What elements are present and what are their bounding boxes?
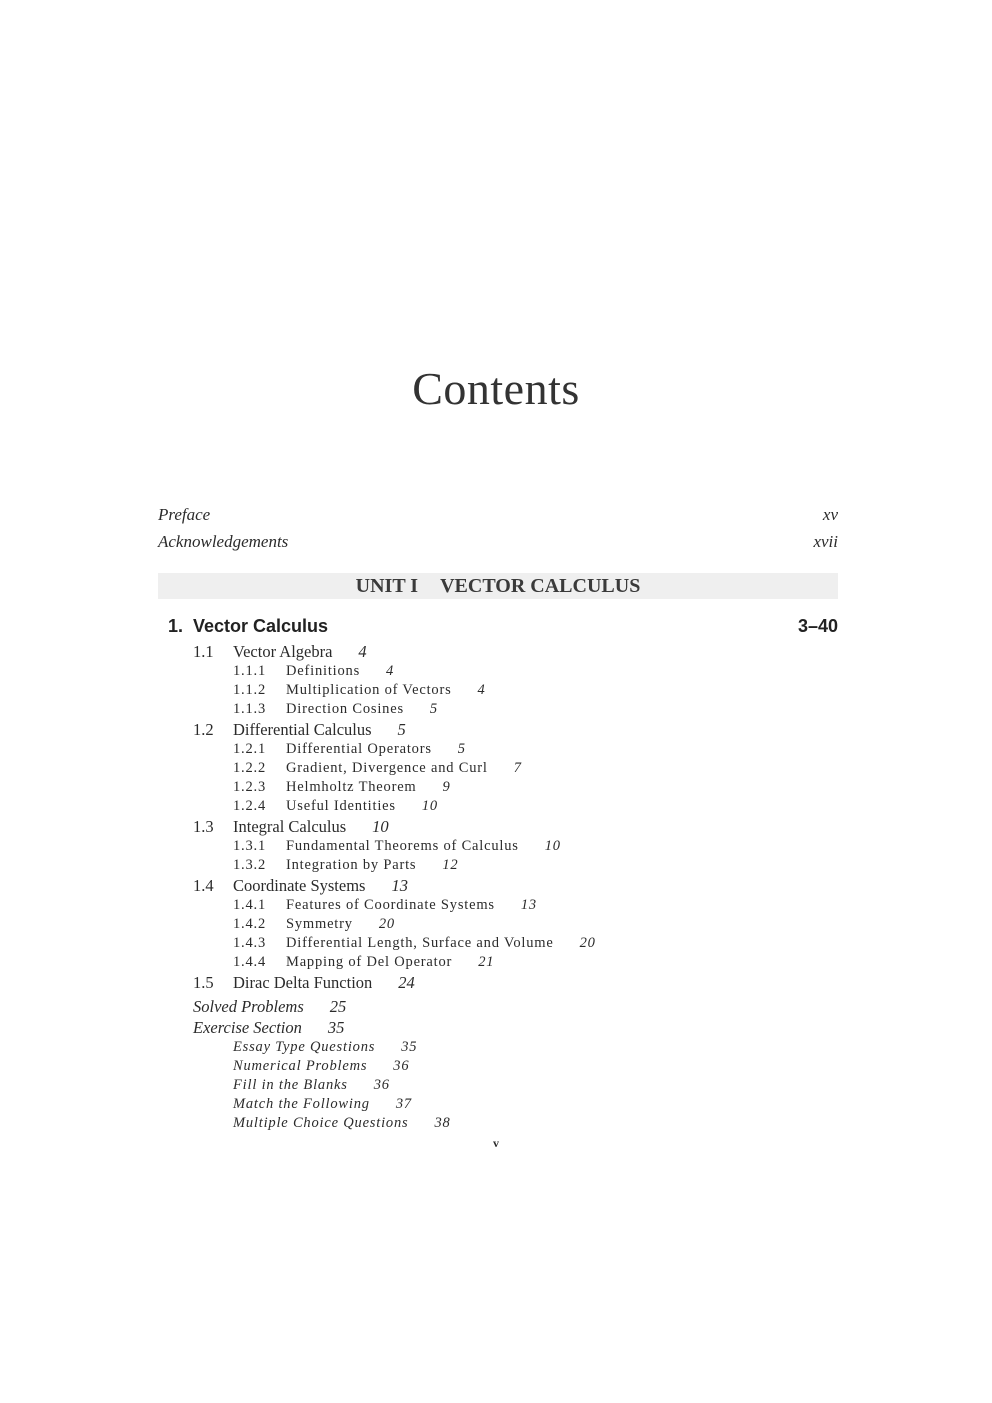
subsection-page: 4 — [477, 682, 486, 698]
toc-solved-problems[interactable] — [193, 997, 346, 1017]
subsection-number: 1.2.2 — [233, 760, 266, 776]
toc-section[interactable] — [193, 876, 408, 896]
entry-page: xv — [822, 505, 838, 524]
exercise-page: 36 — [373, 1077, 390, 1093]
subsection-page: 7 — [513, 760, 522, 776]
subsection-title: Differential Operators — [286, 741, 432, 757]
subsection-page: 21 — [478, 954, 495, 970]
toc-subsection[interactable] — [233, 897, 537, 914]
section-number: 1.1 — [193, 642, 214, 661]
exercise-page: 37 — [395, 1096, 412, 1112]
section-number: 1.2 — [193, 720, 214, 739]
subsection-page: 20 — [579, 935, 596, 951]
subsection-title: Multiplication of Vectors — [286, 682, 452, 698]
chapter-heading[interactable] — [168, 616, 838, 637]
subsection-page: 13 — [520, 897, 537, 913]
subsection-number: 1.4.3 — [233, 935, 266, 951]
subsection-title: Differential Length, Surface and Volume — [286, 935, 554, 951]
toc-subsection[interactable] — [233, 954, 494, 971]
section-page: 13 — [391, 876, 408, 895]
subsection-title: Features of Coordinate Systems — [286, 897, 495, 913]
extra-page: 25 — [329, 997, 347, 1016]
extra-page: 35 — [327, 1018, 345, 1037]
toc-subsection[interactable] — [233, 741, 466, 758]
subsection-title: Helmholtz Theorem — [286, 779, 417, 795]
toc-subsection[interactable] — [233, 857, 458, 874]
toc-exercise-item[interactable] — [233, 1058, 409, 1075]
chapter-number: 1. — [168, 616, 184, 636]
subsection-page: 9 — [442, 779, 451, 795]
exercise-title: Multiple Choice Questions — [233, 1115, 409, 1131]
exercise-page: 38 — [434, 1115, 451, 1131]
subsection-title: Symmetry — [286, 916, 353, 932]
subsection-number: 1.2.4 — [233, 798, 266, 814]
toc-subsection[interactable] — [233, 682, 486, 699]
subsection-page: 4 — [386, 663, 395, 679]
toc-exercise-section[interactable] — [193, 1018, 344, 1038]
toc-section[interactable] — [193, 642, 367, 662]
toc-exercise-item[interactable] — [233, 1115, 451, 1132]
section-title: Vector Algebra — [233, 642, 333, 661]
toc-entry-preface[interactable] — [158, 505, 838, 525]
subsection-page: 5 — [457, 741, 466, 757]
section-title: Dirac Delta Function — [233, 973, 373, 992]
subsection-title: Definitions — [286, 663, 361, 679]
subsection-title: Integration by Parts — [286, 857, 417, 873]
subsection-page: 20 — [378, 916, 395, 932]
subsection-page: 5 — [429, 701, 438, 717]
subsection-number: 1.4.1 — [233, 897, 266, 913]
toc-exercise-item[interactable] — [233, 1077, 390, 1094]
toc-exercise-item[interactable] — [233, 1096, 412, 1113]
toc-section[interactable] — [193, 817, 389, 837]
unit-heading — [158, 573, 838, 599]
chapter-pages: 3–40 — [797, 616, 838, 636]
page-title: Contents — [412, 363, 580, 414]
exercise-title: Match the Following — [233, 1096, 370, 1112]
subsection-page: 10 — [421, 798, 438, 814]
page-folio: v — [493, 1136, 499, 1150]
subsection-title: Gradient, Divergence and Curl — [286, 760, 488, 776]
subsection-title: Fundamental Theorems of Calculus — [286, 838, 519, 854]
exercise-page: 35 — [401, 1039, 418, 1055]
subsection-number: 1.4.2 — [233, 916, 266, 932]
subsection-number: 1.4.4 — [233, 954, 266, 970]
subsection-number: 1.3.2 — [233, 857, 266, 873]
unit-number: UNIT I — [355, 575, 419, 597]
section-number: 1.5 — [193, 973, 214, 992]
entry-page: xvii — [813, 532, 838, 551]
subsection-number: 1.2.1 — [233, 741, 266, 757]
subsection-title: Useful Identities — [286, 798, 396, 814]
extra-title: Exercise Section — [193, 1018, 302, 1037]
section-title: Coordinate Systems — [233, 876, 366, 895]
subsection-number: 1.3.1 — [233, 838, 266, 854]
toc-subsection[interactable] — [233, 838, 561, 855]
toc-exercise-item[interactable] — [233, 1039, 417, 1056]
exercise-title: Numerical Problems — [233, 1058, 368, 1074]
section-number: 1.3 — [193, 817, 214, 836]
exercise-title: Fill in the Blanks — [233, 1077, 348, 1093]
subsection-title: Mapping of Del Operator — [286, 954, 453, 970]
section-number: 1.4 — [193, 876, 214, 895]
chapter-title: Vector Calculus — [193, 616, 329, 636]
toc-subsection[interactable] — [233, 760, 522, 777]
section-title: Differential Calculus — [233, 720, 372, 739]
unit-title: VECTOR CALCULUS — [440, 575, 641, 597]
subsection-page: 12 — [442, 857, 459, 873]
toc-subsection[interactable] — [233, 701, 438, 718]
toc-subsection[interactable] — [233, 935, 596, 952]
subsection-page: 10 — [544, 838, 561, 854]
section-title: Integral Calculus — [233, 817, 347, 836]
toc-subsection[interactable] — [233, 798, 438, 815]
subsection-number: 1.2.3 — [233, 779, 266, 795]
subsection-number: 1.1.1 — [233, 663, 266, 679]
exercise-title: Essay Type Questions — [233, 1039, 376, 1055]
toc-subsection[interactable] — [233, 663, 394, 680]
toc-section[interactable] — [193, 973, 415, 993]
section-page: 4 — [358, 642, 367, 661]
section-page: 5 — [397, 720, 406, 739]
subsection-number: 1.1.3 — [233, 701, 266, 717]
entry-title: Preface — [158, 505, 211, 524]
toc-subsection[interactable] — [233, 779, 451, 796]
toc-subsection[interactable] — [233, 916, 395, 933]
section-page: 10 — [372, 817, 389, 836]
extra-title: Solved Problems — [193, 997, 304, 1016]
subsection-title: Direction Cosines — [286, 701, 404, 717]
exercise-page: 36 — [393, 1058, 410, 1074]
toc-entry-acknowledgements[interactable] — [158, 532, 838, 552]
subsection-number: 1.1.2 — [233, 682, 266, 698]
toc-section[interactable] — [193, 720, 406, 740]
section-page: 24 — [398, 973, 415, 992]
entry-title: Acknowledgements — [158, 532, 289, 551]
